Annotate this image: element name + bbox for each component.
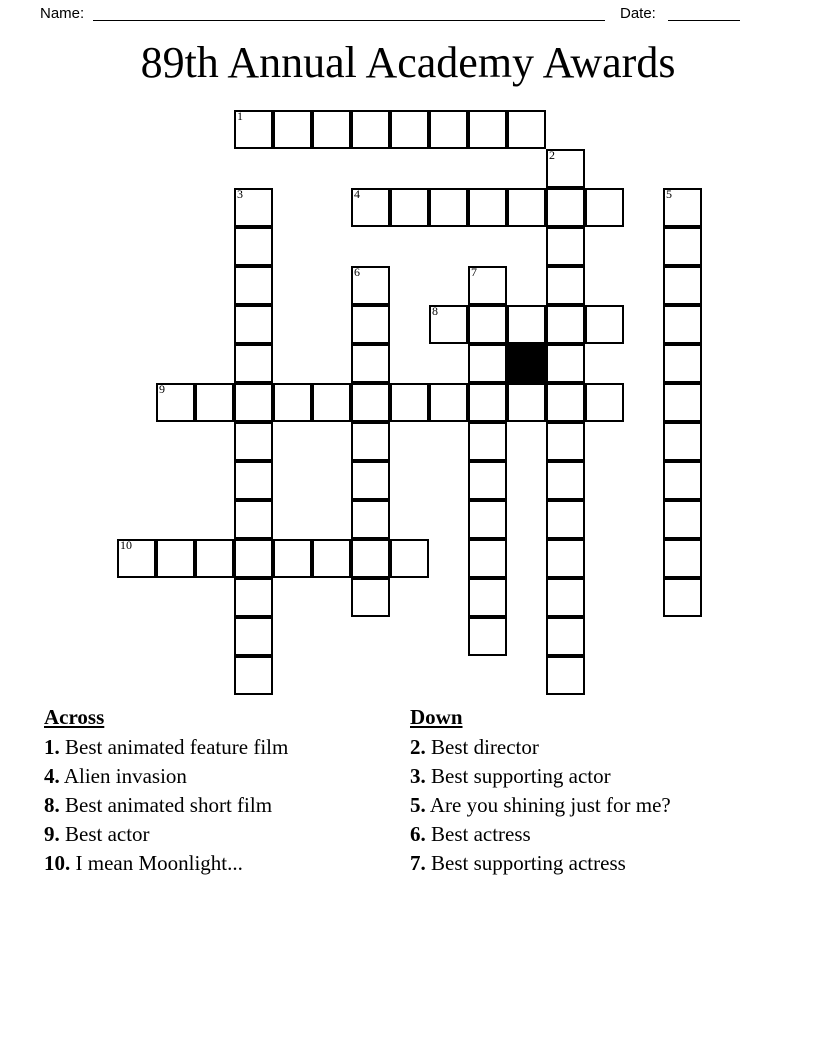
clues-section xyxy=(0,703,816,943)
grid-cell-number: 4 xyxy=(354,187,360,201)
grid-cell[interactable] xyxy=(546,227,585,266)
grid-cell[interactable] xyxy=(234,500,273,539)
grid-cell[interactable] xyxy=(234,461,273,500)
grid-cell[interactable] xyxy=(312,383,351,422)
grid-cell[interactable] xyxy=(663,461,702,500)
grid-cell[interactable] xyxy=(234,656,273,695)
clue-item xyxy=(44,791,396,820)
grid-cell[interactable] xyxy=(234,539,273,578)
grid-cell[interactable] xyxy=(585,188,624,227)
grid-cell[interactable] xyxy=(546,539,585,578)
grid-cell[interactable] xyxy=(351,266,390,305)
grid-cell[interactable] xyxy=(468,539,507,578)
grid-cell[interactable] xyxy=(546,188,585,227)
clue-item xyxy=(410,820,770,849)
grid-cell[interactable] xyxy=(390,110,429,149)
grid-cell[interactable] xyxy=(468,500,507,539)
grid-cell[interactable] xyxy=(468,188,507,227)
grid-cell[interactable] xyxy=(663,383,702,422)
clue-number: 2. xyxy=(410,735,426,759)
clue-text: Best animated feature film xyxy=(59,735,289,759)
grid-cell[interactable] xyxy=(507,110,546,149)
grid-cell-number: 10 xyxy=(120,538,132,552)
across-clue-list xyxy=(44,733,396,878)
clue-item xyxy=(410,762,770,791)
grid-cell[interactable] xyxy=(156,383,195,422)
page-title: 89th Annual Academy Awards xyxy=(140,38,676,87)
grid-cell[interactable] xyxy=(234,617,273,656)
grid-cell[interactable] xyxy=(273,539,312,578)
clue-text: I mean Moonlight... xyxy=(70,851,243,875)
grid-cell[interactable] xyxy=(663,578,702,617)
grid-cell[interactable] xyxy=(234,188,273,227)
grid-cell[interactable] xyxy=(468,344,507,383)
grid-cell[interactable] xyxy=(351,539,390,578)
grid-cell[interactable] xyxy=(546,578,585,617)
grid-cell[interactable] xyxy=(468,110,507,149)
grid-cell[interactable] xyxy=(468,617,507,656)
clue-number: 5. xyxy=(410,793,426,817)
clue-item xyxy=(410,733,770,762)
clue-number: 3. xyxy=(410,764,426,788)
grid-cell[interactable] xyxy=(312,110,351,149)
date-label: Date: xyxy=(620,5,656,22)
clue-item xyxy=(410,849,770,878)
clue-text: Best actress xyxy=(425,822,531,846)
grid-cell[interactable] xyxy=(546,383,585,422)
grid-cell[interactable] xyxy=(234,422,273,461)
grid-cell[interactable] xyxy=(546,149,585,188)
down-clue-list xyxy=(410,733,770,878)
grid-cell[interactable] xyxy=(351,110,390,149)
grid-cell[interactable] xyxy=(468,383,507,422)
grid-cell[interactable] xyxy=(390,383,429,422)
grid-cell[interactable] xyxy=(585,305,624,344)
grid-cell[interactable] xyxy=(195,539,234,578)
grid-cell[interactable] xyxy=(351,578,390,617)
grid-cell[interactable] xyxy=(351,500,390,539)
grid-cell[interactable] xyxy=(351,461,390,500)
grid-cell[interactable] xyxy=(663,500,702,539)
grid-cell[interactable] xyxy=(546,422,585,461)
grid-cell-number: 3 xyxy=(237,187,243,201)
grid-cell-number: 8 xyxy=(432,304,438,318)
grid-cell[interactable] xyxy=(507,383,546,422)
grid-cell[interactable] xyxy=(429,305,468,344)
grid-cell[interactable] xyxy=(546,305,585,344)
grid-cell[interactable] xyxy=(156,539,195,578)
grid-cell[interactable] xyxy=(117,539,156,578)
grid-cell[interactable] xyxy=(546,266,585,305)
grid-cell[interactable] xyxy=(663,305,702,344)
clue-text: Best supporting actress xyxy=(425,851,626,875)
grid-cell[interactable] xyxy=(546,461,585,500)
clue-text: Are you shining just for me? xyxy=(425,793,671,817)
grid-cell-number: 9 xyxy=(159,382,165,396)
grid-cell[interactable] xyxy=(234,305,273,344)
grid-cell[interactable] xyxy=(234,344,273,383)
clue-number: 7. xyxy=(410,851,426,875)
clue-item xyxy=(44,733,396,762)
clue-number: 10. xyxy=(44,851,71,875)
clue-item xyxy=(44,762,396,791)
grid-cell[interactable] xyxy=(351,383,390,422)
name-label: Name: xyxy=(40,5,85,22)
grid-cell[interactable] xyxy=(312,539,351,578)
grid-cell[interactable] xyxy=(468,461,507,500)
grid-cell[interactable] xyxy=(390,188,429,227)
grid-cell[interactable] xyxy=(546,500,585,539)
clue-text: Best actor xyxy=(59,822,150,846)
down-clues-column xyxy=(410,703,770,878)
grid-cell[interactable] xyxy=(663,266,702,305)
clue-text: Alien invasion xyxy=(59,764,187,788)
grid-cell[interactable] xyxy=(546,656,585,695)
grid-cell[interactable] xyxy=(351,305,390,344)
grid-cell[interactable] xyxy=(429,383,468,422)
clue-number: 1. xyxy=(44,735,60,759)
clue-text: Best animated short film xyxy=(59,793,273,817)
grid-cell[interactable] xyxy=(390,539,429,578)
grid-cell[interactable] xyxy=(507,188,546,227)
clue-item xyxy=(44,849,396,878)
grid-cell[interactable] xyxy=(585,383,624,422)
grid-cell[interactable] xyxy=(663,227,702,266)
grid-cell[interactable] xyxy=(429,188,468,227)
grid-cell[interactable] xyxy=(546,617,585,656)
grid-cell[interactable] xyxy=(663,539,702,578)
grid-cell[interactable] xyxy=(663,422,702,461)
grid-cell[interactable] xyxy=(351,422,390,461)
grid-cell-number: 2 xyxy=(549,148,555,162)
grid-cell[interactable] xyxy=(468,266,507,305)
grid-cell[interactable] xyxy=(234,578,273,617)
grid-cell[interactable] xyxy=(351,344,390,383)
grid-cell[interactable] xyxy=(273,110,312,149)
grid-cell-number: 1 xyxy=(237,109,243,123)
clue-item xyxy=(44,820,396,849)
grid-cell[interactable] xyxy=(468,578,507,617)
clue-text: Best supporting actor xyxy=(425,764,611,788)
grid-cell[interactable] xyxy=(429,110,468,149)
grid-cell[interactable] xyxy=(234,383,273,422)
grid-cell[interactable] xyxy=(468,305,507,344)
clue-text: Best director xyxy=(425,735,539,759)
grid-cell[interactable] xyxy=(546,344,585,383)
grid-cell[interactable] xyxy=(234,227,273,266)
across-heading: Across xyxy=(44,705,105,729)
grid-cell[interactable] xyxy=(468,422,507,461)
across-clues-column xyxy=(44,703,396,878)
grid-cell[interactable] xyxy=(663,188,702,227)
grid-cell-number: 5 xyxy=(666,187,672,201)
grid-cell[interactable] xyxy=(351,188,390,227)
clue-item xyxy=(410,791,770,820)
clue-number: 6. xyxy=(410,822,426,846)
grid-cell-number: 6 xyxy=(354,265,360,279)
grid-cell[interactable] xyxy=(273,383,312,422)
clue-number: 9. xyxy=(44,822,60,846)
down-heading: Down xyxy=(410,705,463,729)
grid-cell[interactable] xyxy=(234,110,273,149)
grid-cell[interactable] xyxy=(195,383,234,422)
grid-cell[interactable] xyxy=(507,305,546,344)
grid-cell-number: 7 xyxy=(471,265,477,279)
clue-number: 8. xyxy=(44,793,60,817)
clue-number: 4. xyxy=(44,764,60,788)
grid-cell[interactable] xyxy=(234,266,273,305)
grid-blocked-cell xyxy=(507,344,546,383)
grid-cell[interactable] xyxy=(663,344,702,383)
